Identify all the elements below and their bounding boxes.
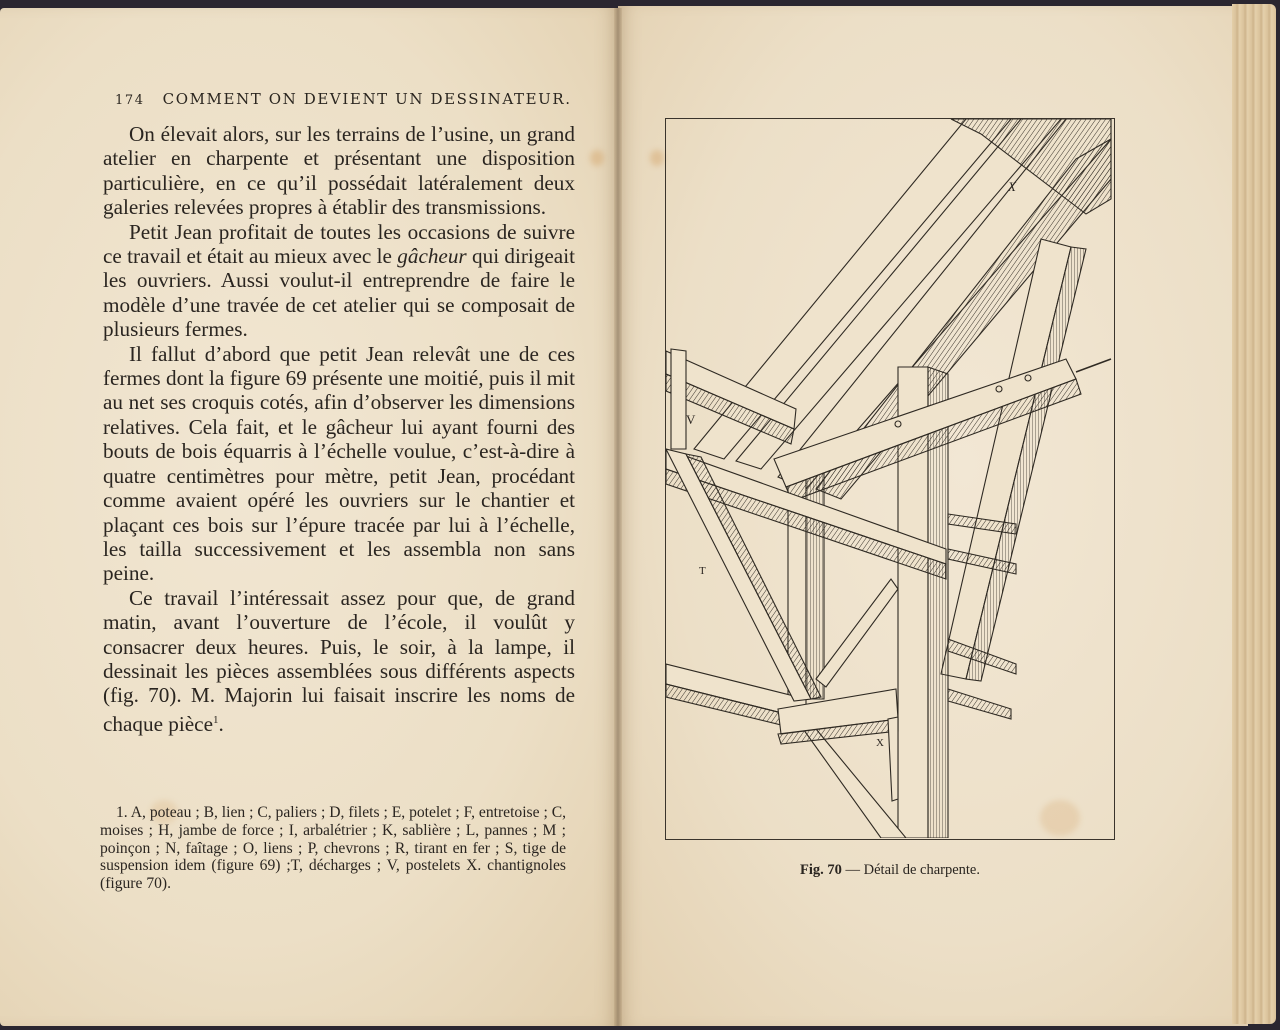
paragraph: [103, 342, 575, 586]
label-x-bottom: X: [876, 737, 884, 749]
stain: [590, 150, 604, 166]
label-v: V: [686, 412, 696, 427]
caption-dash: —: [845, 862, 861, 878]
beam-right: [948, 689, 1011, 719]
figure-number: Fig. 70: [800, 862, 842, 878]
post-v: [671, 349, 686, 449]
timber-frame-illustration: [666, 119, 1113, 838]
paragraph-text: Ce travail l’intéressait assez pour que, de grand matin, avant l’ouverture de l’école, il voulût y consacrer deux heures. Puis, le soir, à la lampe, il dessinait les pièces assemblées sous différents aspects (fig. 70). M. Majorin lui faisait inscrire les noms de chaque pièce: [103, 585, 575, 736]
brace: [816, 579, 898, 687]
paragraph: [103, 586, 575, 737]
label-x-top: X: [1008, 179, 1016, 194]
running-head: [115, 90, 585, 108]
gutter: [614, 8, 622, 1026]
iron-tie-rod: [1076, 359, 1111, 372]
stain: [650, 150, 664, 166]
italic-term: gâcheur: [397, 244, 467, 269]
bolt: [996, 386, 1002, 392]
running-head-title: COMMENT ON DEVIENT UN DESSINATEUR.: [162, 90, 572, 108]
paragraph-text: qui dirigeait les ouvriers. Aussi voulut-il entreprendre de faire le modèle d’une travée de cet atelier qui se composait de plusieurs fermes.: [103, 244, 575, 342]
page-edges: [1232, 4, 1276, 1024]
label-t: T: [699, 565, 706, 577]
footnote-mark: 1: [212, 713, 219, 726]
figure-frame: [665, 118, 1115, 840]
footnote: [100, 804, 566, 893]
paragraph: [103, 220, 575, 342]
caption-title: Détail de charpente.: [863, 862, 980, 878]
paragraph-end: .: [218, 711, 224, 736]
paragraph-text: Petit Jean profitait de toutes les occasions de suivre ce travail et était au mieux avec le: [103, 219, 575, 269]
bolt: [1025, 375, 1031, 381]
bolt: [895, 421, 901, 427]
paragraph: [103, 122, 575, 220]
footnote-text: 1. A, poteau ; B, lien ; C, paliers ; D, filets ; E, potelet ; F, entretoise ; C, moises ; H, jambe de force ; I, arbalétrier ; K, sablière ; L, pannes ; M ; poinçon ; N, faîtage ; O, liens ; P, chevrons ; R, tirant en fer ; S, tige de suspension idem (figure 69) ;T, décharges ; V, postelets X. chantignoles (figure 70).: [100, 804, 566, 893]
paragraph-text: Il fallut d’abord que petit Jean relevât une de ces fermes dont la figure 69 présente une moitié, puis il mit au net ses croquis cotés, afin d’observer les dimensions relatives. Cela fait, et le gâcheur lui ayant fourni des bouts de bois équarris à l’échelle voulue, c’est-à-dire à quatre centimètres pour mètre, petit Jean, procédant comme avaient opéré les ouvriers sur le chantier et plaçant ces bois sur l’épure tracée par lui à l’échelle, les tailla successivement et les assembla non sans peine.: [103, 341, 575, 586]
chantignole: [888, 717, 898, 801]
paragraph-text: On élevait alors, sur les terrains de l’usine, un grand atelier en charpente et présentant une disposition particulière, en ce qu’il possédait latéralement deux galeries relevées propres à établir des transmissions.: [103, 122, 575, 220]
figure-caption: [665, 862, 1115, 879]
post: [806, 464, 824, 699]
page-number: 174: [115, 93, 145, 108]
body-text: [103, 122, 575, 736]
